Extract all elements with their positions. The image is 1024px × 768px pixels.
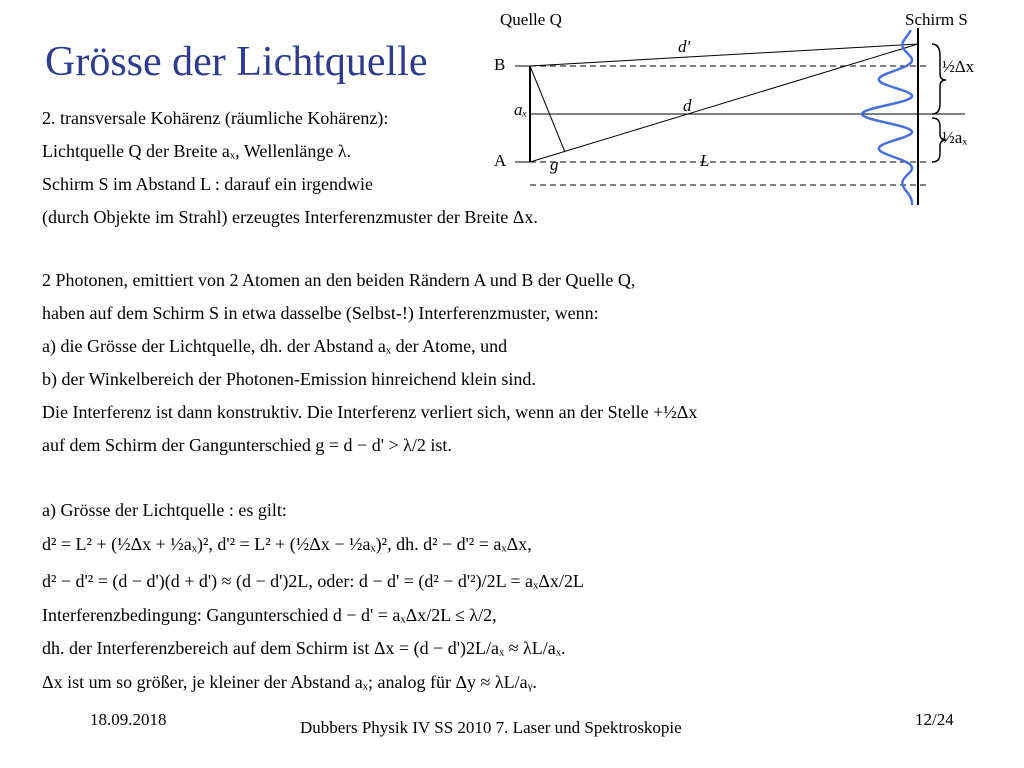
footer-course: Dubbers Physik IV SS 2010 7. Laser und Spektroskopie (300, 718, 682, 737)
label-dprime: d' (678, 37, 691, 56)
text-line-4: (durch Objekte im Strahl) erzeugtes Interferenzmuster der Breite Δx. (42, 207, 538, 227)
interference-pattern (862, 30, 912, 205)
footer-page: 12/24 (915, 710, 954, 729)
text-line-2: Lichtquelle Q der Breite aₓ, Wellenlänge λ. (42, 141, 352, 161)
text-line-7: a) die Grösse der Lichtquelle, dh. der Abstand aₓ der Atome, und (42, 336, 508, 356)
text-line-6: haben auf dem Schirm S in etwa dasselbe (Selbst-!) Interferenzmuster, wenn: (42, 303, 599, 323)
label-g: g (550, 155, 559, 174)
text-line-11: a) Grösse der Lichtquelle : es gilt: (42, 500, 287, 520)
text-line-1: 2. transversale Kohärenz (räumliche Kohärenz): (42, 108, 389, 128)
text-line-9: Die Interferenz ist dann konstruktiv. Die Interferenz verliert sich, wenn an der Stelle +½Δx (42, 402, 698, 422)
label-quelle: Quelle Q (500, 10, 562, 29)
label-a: A (494, 151, 507, 170)
slide-title: Grösse der Lichtquelle (45, 39, 428, 85)
text-line-5: 2 Photonen, emittiert von 2 Atomen an den beiden Rändern A und B der Quelle Q, (42, 270, 636, 290)
label-l: L (700, 151, 710, 170)
text-line-10: auf dem Schirm der Gangunterschied g = d − d' > λ/2 ist. (42, 435, 452, 455)
label-half-ax: ½aₓ (942, 128, 968, 147)
equation-line-1: d² = L² + (½Δx + ½aₓ)², d'² = L² + (½Δx − ½aₓ)², dh. d² − d'² = aₓΔx, (42, 534, 532, 554)
equation-line-4: dh. der Interferenzbereich auf dem Schirm ist Δx = (d − d')2L/aₓ ≈ λL/aₓ. (42, 638, 566, 658)
footer-date: 18.09.2018 (90, 710, 167, 729)
brace-half-dx (932, 44, 946, 114)
text-line-3: Schirm S im Abstand L : darauf ein irgendwie (42, 174, 373, 194)
path-difference-line (530, 66, 565, 152)
label-ax: aₓ (514, 100, 528, 119)
equation-line-2: d² − d'² = (d − d')(d + d') ≈ (d − d')2L, oder: d − d' = (d² − d'²)/2L = aₓΔx/2L (42, 571, 584, 591)
ray-dprime (530, 44, 918, 66)
label-b: B (494, 55, 506, 74)
equation-line-5: Δx ist um so größer, je kleiner der Abstand aₓ; analog für Δy ≈ λL/aᵧ. (42, 672, 537, 692)
label-schirm: Schirm S (905, 10, 968, 29)
text-line-8: b) der Winkelbereich der Photonen-Emission hinreichend klein sind. (42, 369, 536, 389)
label-half-dx: ½Δx (942, 57, 975, 76)
ray-d (530, 44, 918, 162)
label-d: d (683, 96, 692, 115)
equation-line-3: Interferenzbedingung: Gangunterschied d − d' = aₓΔx/2L ≤ λ/2, (42, 605, 497, 625)
